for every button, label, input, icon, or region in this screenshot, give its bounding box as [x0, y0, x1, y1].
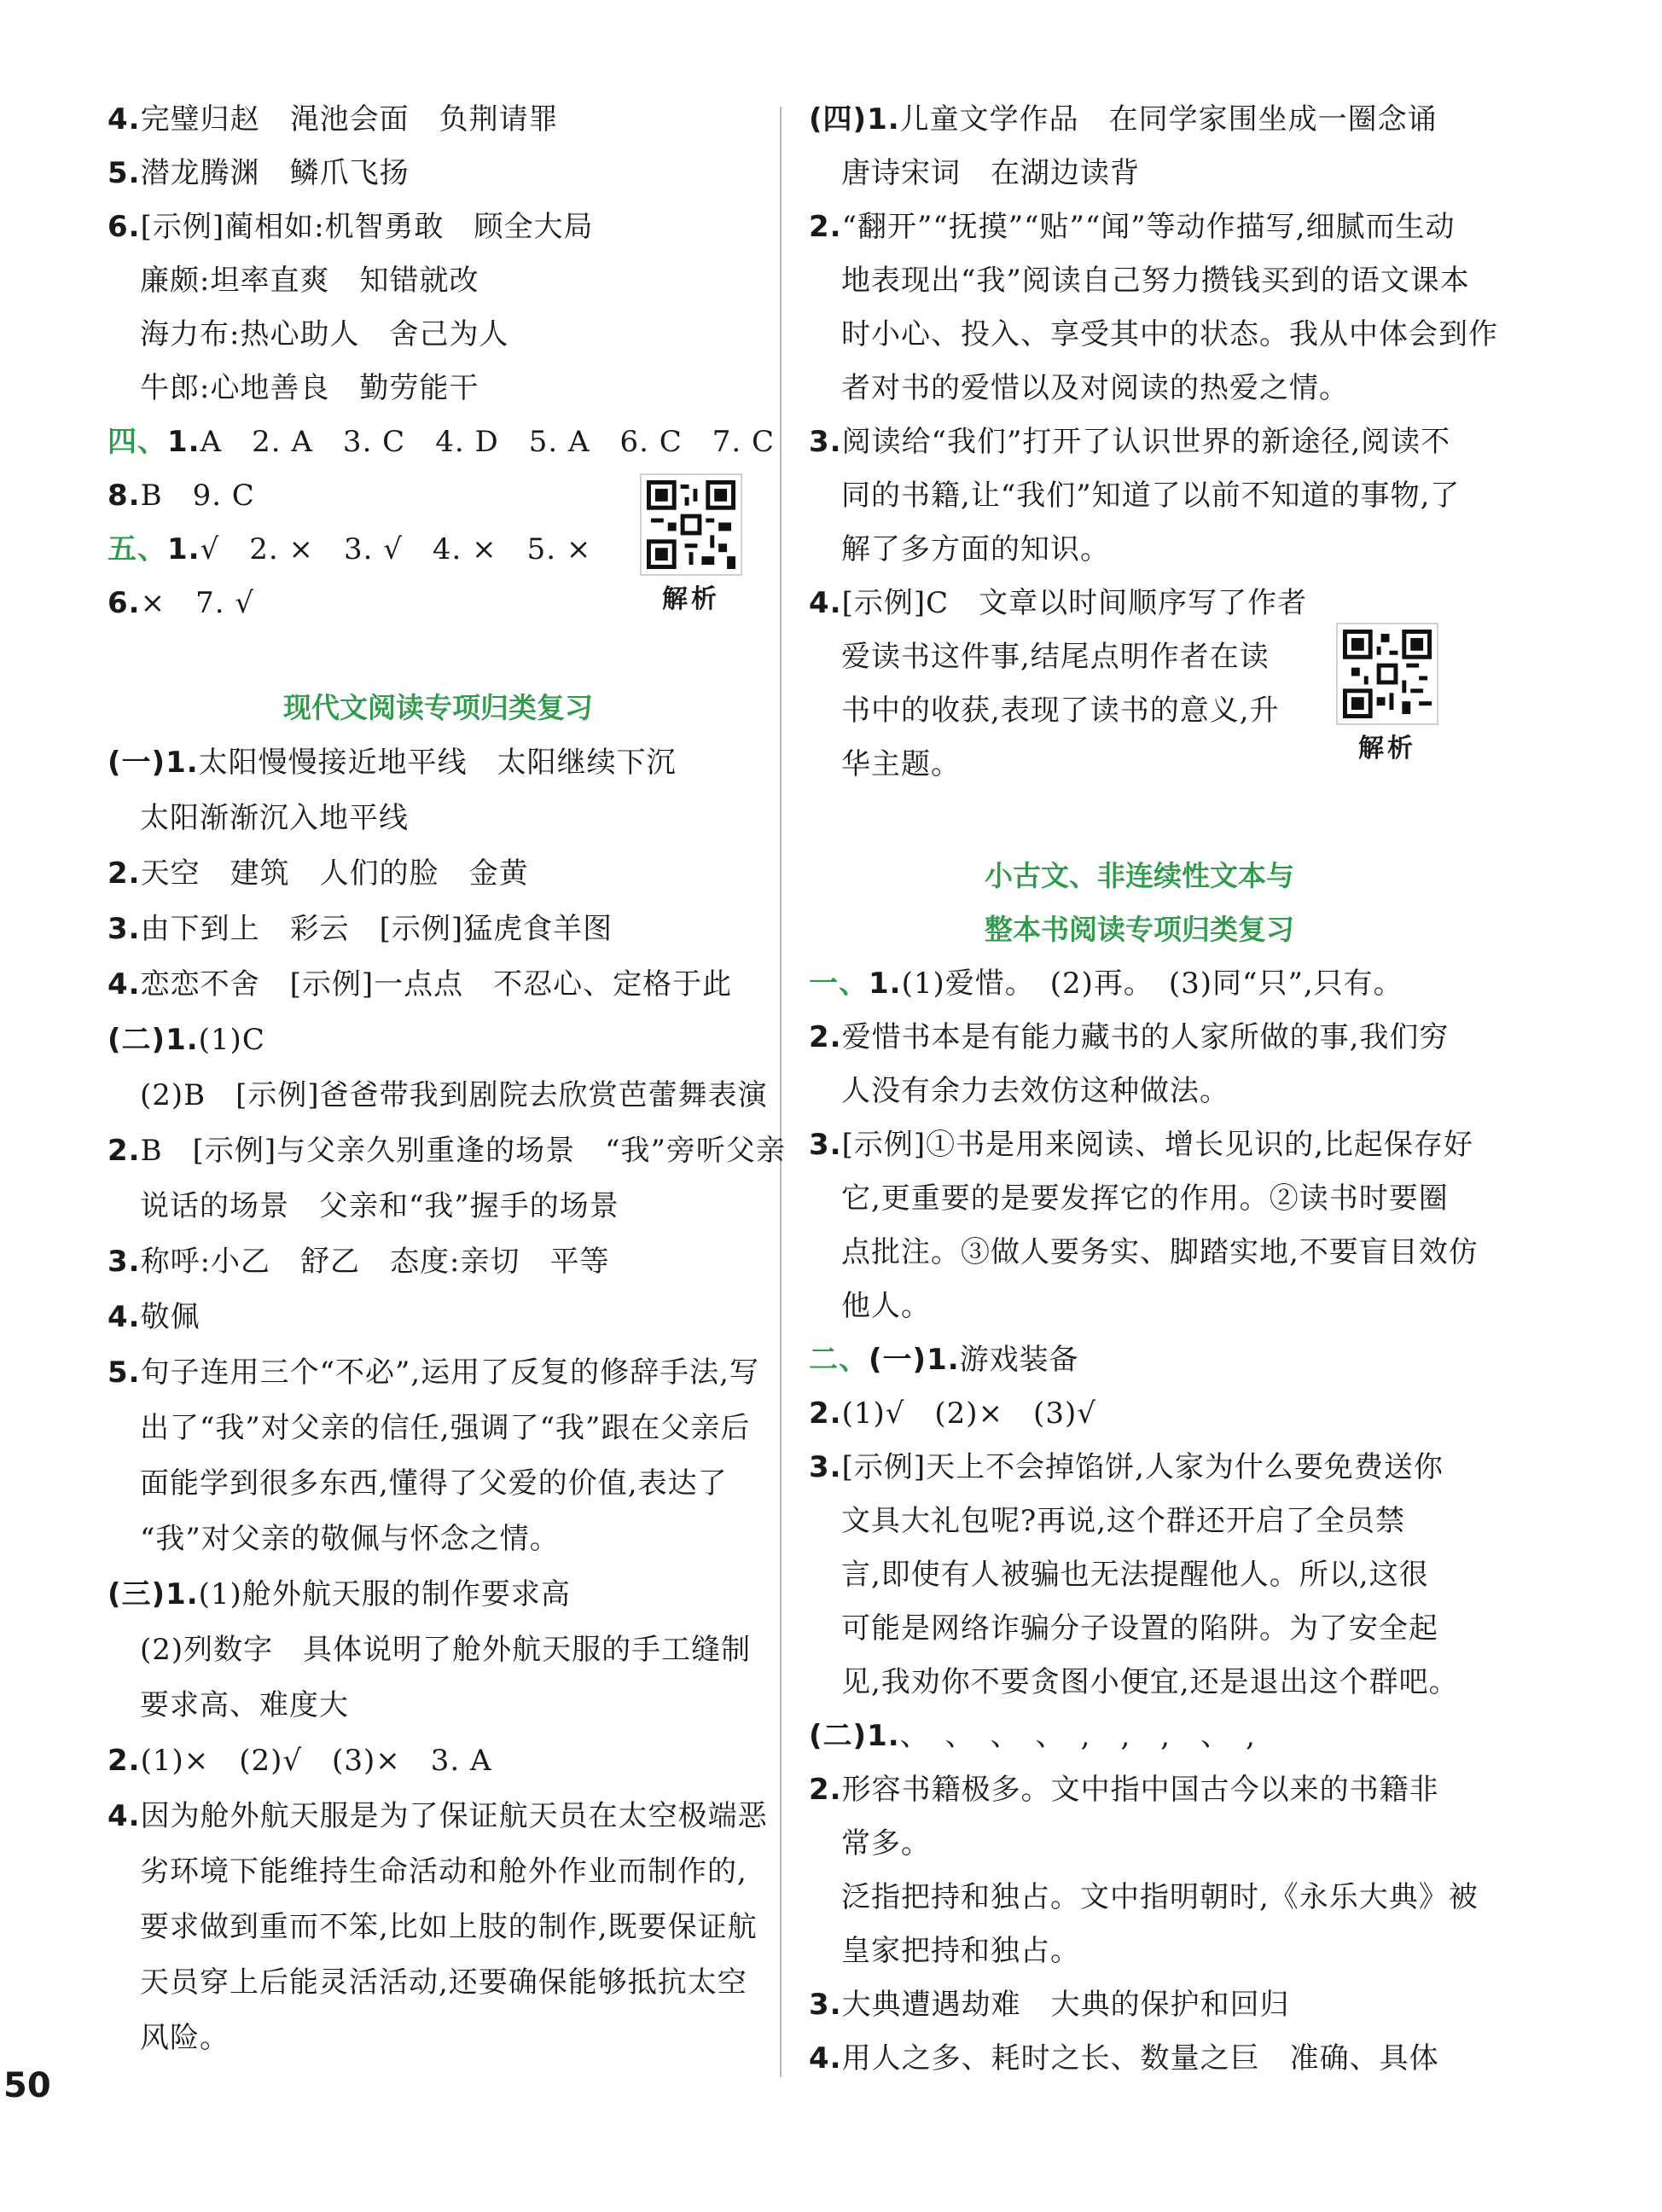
answer-line: “我”对父亲的敬佩与怀念之情。: [140, 1522, 560, 1556]
column-divider: [780, 107, 782, 2077]
answer-line: 3.大典遭遇劫难 大典的保护和回归: [809, 1988, 1290, 2022]
answer-line: 出了“我”对父亲的信任,强调了“我”跟在父亲后: [140, 1411, 751, 1445]
answer-line: 风险。: [140, 2021, 230, 2055]
answer-line: 华主题。: [841, 747, 961, 781]
qr-code-block[interactable]: [640, 473, 742, 617]
answer-line: 2.“翻开”“抚摸”“贴”“闻”等动作描写,细腻而生动: [809, 210, 1456, 244]
qr-code-block[interactable]: [1336, 623, 1438, 766]
answer-line: 可能是网络诈骗分子设置的陷阱。为了安全起: [841, 1611, 1438, 1646]
answer-line: 一、1.(1)爱惜。 (2)再。 (3)同“只”,只有。: [809, 967, 1403, 1001]
answer-line: 4.完璧归赵 渑池会面 负荆请罪: [108, 102, 559, 136]
answer-line: 地表现出“我”阅读自己努力攒钱买到的语文课本: [841, 264, 1470, 298]
section-title-line-2: 整本书阅读专项归类复习: [985, 913, 1294, 946]
answer-line: 2.爱惜书本是有能力藏书的人家所做的事,我们穷: [809, 1020, 1450, 1054]
answer-line: (2)列数字 具体说明了舱外航天服的手工缝制: [140, 1633, 752, 1667]
answer-line: 3.[示例]天上不会掉馅饼,人家为什么要免费送你: [809, 1450, 1444, 1484]
answer-line: 言,即使有人被骗也无法提醒他人。所以,这很: [841, 1558, 1429, 1592]
answer-line: 3.称呼:小乙 舒乙 态度:亲切 平等: [108, 1245, 610, 1279]
answer-line: 3.阅读给“我们”打开了认识世界的新途径,阅读不: [809, 425, 1451, 459]
answer-line: (三)1.(1)舱外航天服的制作要求高: [108, 1577, 571, 1611]
answer-line: 4.恋恋不舍 [示例]一点点 不忍心、定格于此: [108, 967, 733, 1001]
answer-line: 爱读书这件事,结尾点明作者在读: [841, 640, 1270, 674]
answer-line: 3.由下到上 彩云 [示例]猛虎食羊图: [108, 912, 613, 946]
answer-line: (一)1.太阳慢慢接近地平线 太阳继续下沉: [108, 746, 677, 780]
answer-line: (四)1.儿童文学作品 在同学家围坐成一圈念诵: [809, 102, 1438, 136]
answer-line: 文具大礼包呢?再说,这个群还开启了全员禁: [841, 1504, 1406, 1538]
answer-line: 海力布:热心助人 舍己为人: [140, 317, 509, 351]
qr-code-icon[interactable]: [640, 473, 742, 576]
answer-line: 2.天空 建筑 人们的脸 金黄: [108, 856, 529, 891]
answer-line: 4.[示例]C 文章以时间顺序写了作者: [809, 586, 1308, 620]
answer-line: 2.(1)√ (2)× (3)√: [809, 1396, 1096, 1431]
answer-line: (2)B [示例]爸爸带我到剧院去欣赏芭蕾舞表演: [140, 1078, 768, 1112]
section-title-line-1: 小古文、非连续性文本与: [985, 859, 1294, 892]
answer-line: 泛指把持和独占。文中指明朝时,《永乐大典》被: [841, 1880, 1479, 1914]
qr-label: 解析: [1358, 734, 1416, 763]
answer-line: 2.(1)× (2)√ (3)× 3. A: [108, 1744, 492, 1778]
answer-line: (二)1.(1)C: [108, 1023, 265, 1057]
qr-label: 解析: [662, 584, 720, 614]
answer-line: (二)1.、 、 、 、 , , , 、 ,: [809, 1719, 1256, 1753]
section-title: 现代文阅读专项归类复习: [283, 691, 593, 724]
answer-line: 他人。: [841, 1289, 931, 1323]
answer-line: 2.形容书籍极多。文中指中国古今以来的书籍非: [809, 1773, 1439, 1807]
answer-line: 2.B [示例]与父亲久别重逢的场景 “我”旁听父亲: [108, 1134, 786, 1168]
answer-line: 太阳渐渐沉入地平线: [140, 801, 409, 835]
answer-line: 说话的场景 父亲和“我”握手的场景: [140, 1189, 619, 1223]
answer-line: 常多。: [841, 1826, 931, 1861]
answer-line: 解了多方面的知识。: [841, 532, 1110, 566]
answer-line: 唐诗宋词 在湖边读背: [841, 156, 1140, 190]
answer-line: 3.[示例]①书是用来阅读、增长见识的,比起保存好: [809, 1128, 1473, 1162]
answer-line: 4.敬佩: [108, 1300, 200, 1334]
answer-line: 面能学到很多东西,懂得了父爱的价值,表达了: [140, 1466, 728, 1501]
answer-line: 它,更重要的是要发挥它的作用。②读书时要圈: [841, 1181, 1449, 1216]
answer-line: 8.B 9. C: [108, 479, 255, 513]
answer-line: 五、1.√ 2. × 3. √ 4. × 5. ×: [108, 532, 592, 566]
answer-line: 书中的收获,表现了读书的意义,升: [841, 694, 1280, 728]
answer-line: 时小心、投入、享受其中的状态。我从中体会到作: [841, 317, 1498, 351]
answer-line: 廉颇:坦率直爽 知错就改: [140, 264, 479, 298]
answer-line: 要求做到重而不笨,比如上肢的制作,既要保证航: [140, 1910, 758, 1944]
page-number: 50: [3, 2066, 51, 2105]
answer-line: 二、(一)1.游戏装备: [809, 1343, 1079, 1377]
answer-line: 牛郎:心地善良 勤劳能干: [140, 371, 479, 405]
answer-line: 天员穿上后能灵活活动,还要确保能够抵抗太空: [140, 1965, 747, 2000]
answer-line: 同的书籍,让“我们”知道了以前不知道的事物,了: [841, 479, 1461, 513]
answer-line: 点批注。③做人要务实、脚踏实地,不要盲目效仿: [841, 1235, 1479, 1269]
answer-line: 皇家把持和独占。: [841, 1934, 1080, 1968]
answer-line: 5.句子连用三个“不必”,运用了反复的修辞手法,写: [108, 1356, 759, 1390]
answer-line: 见,我劝你不要贪图小便宜,还是退出这个群吧。: [841, 1665, 1459, 1699]
answer-line: 人没有余力去效仿这种做法。: [841, 1074, 1229, 1108]
answer-line: 5.潜龙腾渊 鳞爪飞扬: [108, 156, 410, 190]
answer-line: 4.因为舱外航天服是为了保证航天员在太空极端恶: [108, 1799, 768, 1833]
qr-code-icon[interactable]: [1336, 623, 1438, 725]
answer-line: 者对书的爱惜以及对阅读的热爱之情。: [841, 371, 1349, 405]
answer-line: 6.[示例]蔺相如:机智勇敢 顾全大局: [108, 210, 594, 244]
answer-line: 要求高、难度大: [140, 1688, 349, 1722]
answer-line: 劣环境下能维持生命活动和舱外作业而制作的,: [140, 1855, 747, 1889]
answer-line: 四、1.A 2. A 3. C 4. D 5. A 6. C 7. C: [108, 425, 776, 459]
answer-line: 4.用人之多、耗时之长、数量之巨 准确、具体: [809, 2041, 1439, 2076]
answer-line: 6.× 7. √: [108, 586, 254, 620]
